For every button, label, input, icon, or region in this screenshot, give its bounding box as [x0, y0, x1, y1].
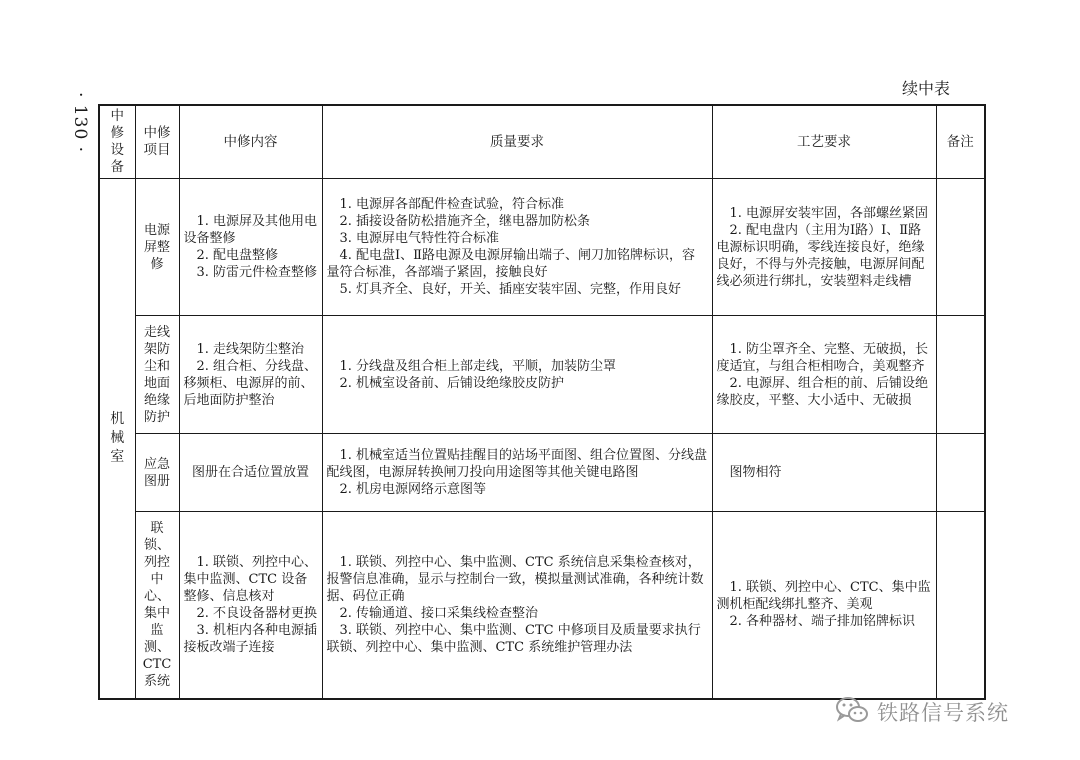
table-row	[99, 512, 985, 699]
header-content: 中修内容	[179, 105, 322, 179]
craft-line: 2. 电源屏、组合柜的前、后铺设绝缘胶皮，平整、大小适中、无破损	[716, 375, 929, 408]
quality-line: 1. 联锁、列控中心、集中监测、CTC 系统信息采集检查核对，报警信息准确，显示与控制台一致，模拟量测试准确，各种统计数据、码位正确	[326, 554, 704, 604]
header-craft: 工艺要求	[712, 105, 936, 179]
quality-line: 5. 灯具齐全、良好，开关、插座安装牢固、完整，作用良好	[339, 282, 682, 297]
item-cell: 电源屏整修	[135, 179, 179, 316]
content-line: 1. 联锁、列控中心、集中监测、CTC 设备整修、信息核对	[183, 554, 318, 604]
content-cell	[179, 512, 322, 699]
page-number: · 130 ·	[70, 92, 90, 154]
table-row	[99, 434, 985, 512]
content-line: 3. 机柜内各种电源插接板改端子连接	[183, 622, 318, 655]
quality-line: 2. 机房电源网络示意图等	[339, 482, 487, 497]
craft-line: 1. 联锁、列控中心、CTC、集中监测机柜配线绑扎整齐、美观	[716, 580, 931, 613]
quality-line: 3. 联锁、列控中心、集中监测、CTC 中修项目及质量要求执行联锁、列控中心、集中监测、CTC 系统维护管理办法	[326, 622, 701, 655]
quality-cell	[322, 434, 712, 512]
header-remark: 备注	[936, 105, 985, 179]
quality-line: 2. 机械室设备前、后铺设绝缘胶皮防护	[339, 375, 565, 391]
content-line: 1. 走线架防尘整治	[196, 341, 305, 357]
content-line: 3. 防雷元件检查整修	[196, 265, 318, 280]
item-cell: 走线架防尘和地面绝缘防护	[135, 316, 179, 434]
craft-line: 1. 电源屏安装牢固，各部螺丝紧固	[729, 205, 929, 221]
content-line: 2. 组合柜、分线盘、移频柜、电源屏的前、后地面防护整治	[183, 358, 318, 408]
remark-cell	[936, 316, 985, 434]
table-row	[99, 316, 985, 434]
craft-cell	[712, 434, 936, 512]
quality-line: 1. 分线盘及组合柜上部走线，平顺，加装防尘罩	[339, 358, 617, 374]
remark-cell	[936, 434, 985, 512]
craft-line: 2. 各种器材、端子排加铭牌标识	[729, 614, 916, 630]
craft-line: 图物相符	[729, 465, 782, 480]
craft-cell	[712, 316, 936, 434]
content-line: 2. 配电盘整修	[196, 248, 279, 263]
wechat-icon	[835, 695, 869, 729]
continued-label: 续中表	[902, 79, 951, 98]
quality-line: 1. 机械室适当位置贴挂醒目的站场平面图、组合位置图、分线盘配线图，电源屏转换闸刀投向用途图等其他关键电路图	[326, 448, 708, 480]
content-line: 2. 不良设备器材更换	[196, 605, 318, 621]
craft-line: 1. 防尘罩齐全、完整、无破损，长度适宜，与组合柜相吻合，美观整齐	[716, 341, 929, 374]
content-cell: 图册在合适位置放置	[179, 434, 322, 512]
header-item: 中修项目	[135, 105, 179, 179]
craft-cell	[712, 512, 936, 699]
remark-cell	[936, 512, 985, 699]
content-line: 1. 电源屏及其他用电设备整修	[183, 214, 318, 246]
maintenance-table	[98, 104, 986, 700]
quality-cell	[322, 316, 712, 434]
quality-line: 2. 传输通道、接口采集线检查整治	[339, 605, 539, 621]
watermark	[835, 694, 1009, 730]
quality-line: 1. 电源屏各部配件检查试验，符合标准	[339, 197, 565, 212]
header-device: 中修设备	[99, 105, 135, 179]
craft-cell	[712, 179, 936, 316]
quality-line: 2. 插接设备防松措施齐全，继电器加防松条	[339, 214, 591, 229]
table-row	[99, 179, 985, 316]
craft-line: 2. 配电盘内（主用为Ⅰ路）Ⅰ、Ⅱ路电源标识明确，零线连接良好，绝缘良好，不得与外壳接触，电源屏间配线必须进行绑扎，安装塑料走线槽	[716, 222, 925, 289]
header-row	[99, 105, 985, 179]
content-cell	[179, 316, 322, 434]
item-cell: 应急图册	[135, 434, 179, 512]
quality-line: 4. 配电盘Ⅰ、Ⅱ路电源及电源屏输出端子、闸刀加铭牌标识，容量符合标准，各部端子紧固，接触良好	[326, 248, 696, 280]
item-cell: 联锁、列控中心、集中监测、CTC系统	[135, 512, 179, 699]
header-quality: 质量要求	[322, 105, 712, 179]
quality-cell	[322, 179, 712, 316]
device-cell	[99, 179, 135, 699]
watermark-text: 铁路信号系统	[877, 701, 1009, 725]
remark-cell	[936, 179, 985, 316]
quality-cell	[322, 512, 712, 699]
quality-line: 3. 电源屏电气特性符合标准	[339, 231, 500, 246]
device-group: 机械室	[110, 410, 125, 465]
content-cell	[179, 179, 322, 316]
